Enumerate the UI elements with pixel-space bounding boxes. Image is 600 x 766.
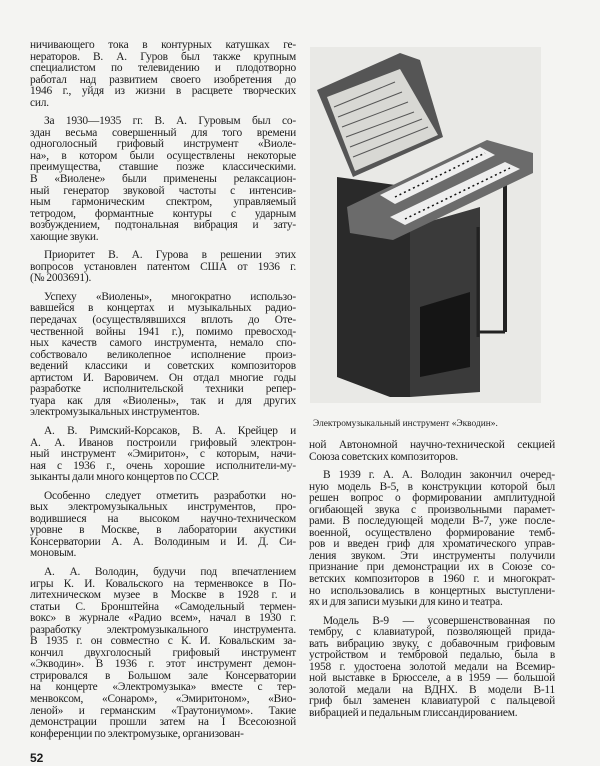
text-line: ной выставке в Брюсселе, а в 1959 — большой <box>309 672 555 685</box>
text-line: В 1935 г. он совместно с К. И. Ковальским за- <box>30 635 296 648</box>
text-line: ной Автономной научно-технической секцией <box>309 439 555 451</box>
text-line: Модель В-9 — усовершенствованная по <box>323 614 555 627</box>
text-line: Консерватории А. А. Володиным и И. Д. Си- <box>30 535 296 548</box>
paragraph <box>309 440 555 463</box>
text-line: В 1939 г. А. А. Володин закончил очеред- <box>323 469 555 482</box>
text-line: тембру, с клавиатурой, позволяющей прида- <box>309 626 555 639</box>
text-line: ным гармоническим спектром, управляемый <box>30 196 296 209</box>
text-line: нераторов. В. А. Гуров был также крупным <box>30 50 296 63</box>
text-line: преимущества, ставшие позже классическими. <box>30 161 296 174</box>
text-line: чественной войны 1941 г.), помимо превосход- <box>30 325 296 338</box>
text-line: демонстрации прошли затем на I Всесоюзной <box>30 716 296 729</box>
text-line: вать вибрацию звуку, с добавочным грифовым <box>309 637 555 650</box>
text-line: менвоксом, «Сонаром», «Эмиритоном», «Вио- <box>30 692 296 705</box>
text-line: вибрацией и педальным глиссандированием. <box>309 707 518 720</box>
text-line: гриф был заменен клавиатурой с пальцевой <box>309 695 555 708</box>
text-line: А. А. Володин, будучи под впечатлением <box>44 565 296 578</box>
text-line: на», в котором были осуществлены некоторые <box>30 149 296 162</box>
text-line: но использовались в концертных выступлени- <box>309 584 555 597</box>
text-line: вопросов установлен патентом США от 1936 г. <box>30 260 296 273</box>
text-line: Особенно следует отметить разработки но- <box>44 489 296 502</box>
text-line: Успеху «Виолены», многократно использо- <box>44 290 296 303</box>
text-line: золотой медали на ВДНХ. В модели В-11 <box>309 683 555 696</box>
text-line: зыканты дали много концертов по СССР. <box>30 471 220 484</box>
text-line: вых электромузыкальных инструментов, про- <box>30 501 296 514</box>
text-line: А. В. Римский-Корсаков, В. А. Крейцер и <box>44 424 296 437</box>
text-line: передачах (осуществлявшихся вплоть до Оте- <box>30 314 296 327</box>
text-line: на концерте «Электромузыка» вместе с тер- <box>30 681 296 694</box>
text-line: признание при демонстрации их в Союзе со- <box>309 561 555 574</box>
text-line: А. А. Иванов построили грифовый электрон- <box>30 436 296 449</box>
text-line: За 1930—1935 гг. В. А. Гуровым был со- <box>44 115 296 128</box>
text-line: ведений классики и советских композиторов <box>30 360 296 373</box>
text-line: огибающей звука с произвольными парамет- <box>309 503 555 516</box>
right-text-column <box>309 440 555 727</box>
ekvodin-instrument-photo <box>310 47 541 403</box>
text-line: вокс» в журнале «Радио всем», начал в 1930 г. <box>30 612 296 625</box>
paragraph <box>30 491 296 560</box>
text-line: литехническом музее в Москве в 1928 г. и <box>30 589 296 602</box>
text-line: сил. <box>30 96 49 109</box>
text-line: Приоритет В. А. Гурова в решении этих <box>44 249 296 262</box>
text-line: Союза советских композиторов. <box>309 450 459 463</box>
paragraph <box>309 470 555 609</box>
text-line: артистом И. Варовичем. Он отдал многие годы <box>30 371 296 384</box>
text-line: водившиеся на высоком научно-техническом <box>30 512 296 525</box>
text-line: леной» и германским «Траутониумом». Такие <box>30 704 296 717</box>
text-line: ный инструмент «Эмиритон», с которым, начи- <box>30 448 296 461</box>
text-line: ных качеств самого инструмента, немало спо- <box>30 337 296 350</box>
figure-caption: Электромузыкальный инструмент «Экводин». <box>313 419 498 429</box>
paragraph <box>30 116 296 243</box>
text-line: ный генератор звуковой частоты с интенсив- <box>30 184 296 197</box>
text-line: возбуждением, подтональная вибрация и зату- <box>30 219 296 232</box>
text-line: туара как для «Виолены», так и для других <box>30 394 296 407</box>
text-line: ная с 1936 г., очень хорошие исполнители-му- <box>30 459 296 472</box>
text-line: работал над развитием своего изобретения до <box>30 73 296 86</box>
paragraph <box>309 616 555 720</box>
text-line: 1958 г. удостоена золотой медали на Всемир- <box>309 660 555 673</box>
paragraph <box>30 40 296 109</box>
text-line: ничивающего тока в контурных катушках ге- <box>30 39 296 51</box>
paragraph <box>30 426 296 484</box>
text-line: одноголосный грифовый инструмент «Виоле- <box>30 138 296 151</box>
text-line: конференции по электромузыке, организован- <box>30 727 244 740</box>
text-line: «Экводин». В 1936 г. этот инструмент демон- <box>30 658 296 671</box>
text-line: специалистом по телевидению и плодотворно <box>30 62 296 75</box>
left-text-column <box>30 40 296 747</box>
page-number: 52 <box>30 751 44 765</box>
text-line: В «Виолене» были применены релаксацион- <box>30 173 296 186</box>
paragraph <box>30 292 296 419</box>
text-line: ях и для записи музыки для кино и театра. <box>309 596 503 609</box>
text-line: ную модель В-5, в конструкции которой был <box>309 480 555 493</box>
text-line: игры К. И. Ковальского на терменвоксе в По- <box>30 577 296 590</box>
text-line: ров и введен гриф для хроматического управ- <box>309 538 555 551</box>
text-line: разработку электромузыкального инструмента. <box>30 623 296 636</box>
text-line: вавшейся в концертах и музыкальных радио- <box>30 302 296 315</box>
text-line: рами. В последующей модели В-7, уже после- <box>309 515 555 528</box>
text-line: 1946 г., уйдя из жизни в расцвете творческих <box>30 85 296 98</box>
text-line: моновым. <box>30 547 77 560</box>
text-line: собствовало великолепное исполнение произ- <box>30 348 296 361</box>
text-line: (№ 2003691). <box>30 272 92 285</box>
paragraph <box>30 567 296 740</box>
text-line: кончил двухголосный грифовый инструмент <box>30 646 296 659</box>
text-line: решен вопрос о формировании амплитудной <box>309 492 555 505</box>
text-line: устройством и тембровой педалью, была в <box>309 649 555 662</box>
text-line: тетродом, формантные контуры с ударным <box>30 207 296 220</box>
text-line: военной, осуществлено формирование темб- <box>309 526 555 539</box>
text-line: уровне в Москве, в лаборатории акустики <box>30 524 296 537</box>
text-line: здан весьма совершенный для того времени <box>30 126 296 139</box>
text-line: электромузыкальных инструментов. <box>30 406 200 419</box>
text-line: стрировался в Большом зале Консерватории <box>30 669 296 682</box>
text-line: ветских композиторов в 1960 г. и многократ- <box>309 573 555 586</box>
text-line: хающие звуки. <box>30 230 99 243</box>
pedal-box <box>420 292 470 377</box>
text-line: ления звуком. Эти инструменты получили <box>309 549 555 562</box>
paragraph <box>30 250 296 285</box>
text-line: разработке исполнительской техники репер- <box>30 383 296 396</box>
text-line: статьи С. Бронштейна «Самодельный термен- <box>30 600 296 613</box>
